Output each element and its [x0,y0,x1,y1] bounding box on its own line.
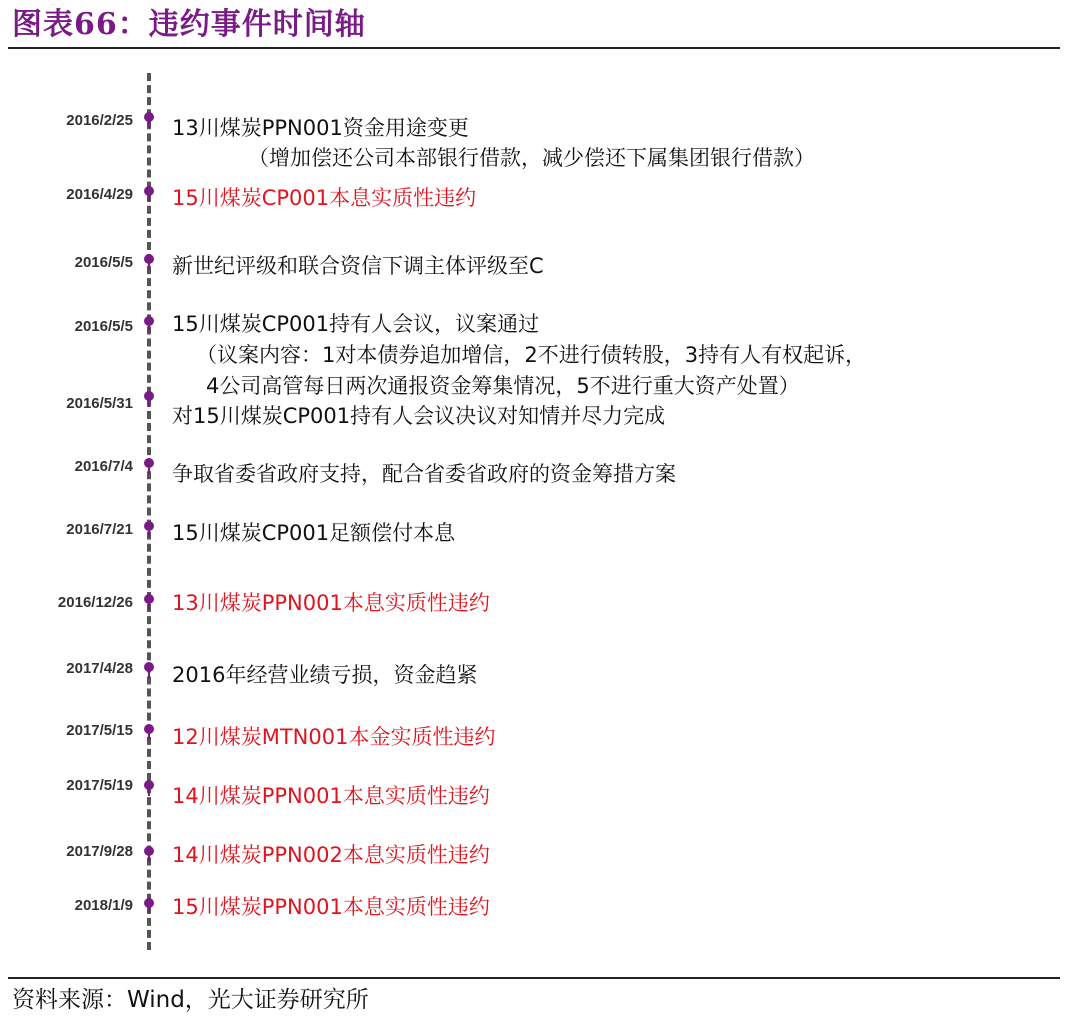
event-date: 2018/1/9 [74,897,133,914]
event-text-detail: 4公司高管每日两次通报资金筹集情况，5不进行重大资产处置） [206,374,800,398]
event-text: 15川煤炭CP001持有人会议，议案通过 [172,312,540,336]
event-date: 2017/9/28 [66,843,133,860]
event-date: 2016/4/29 [66,186,133,203]
timeline-pin-icon [143,391,155,407]
timeline-pin-icon [143,898,155,914]
timeline-pin-icon [143,780,155,796]
event-text: 对15川煤炭CP001持有人会议决议对知情并尽力完成 [172,404,666,428]
event-date: 2017/5/15 [66,722,133,739]
event-date: 2016/5/5 [74,254,133,271]
event-text: 2016年经营业绩亏损，资金趋紧 [172,663,478,687]
event-text-detail: （增加偿还公司本部银行借款，减少偿还下属集团银行借款） [248,146,815,170]
event-text-default: 14川煤炭PPN001本息实质性违约 [172,784,490,808]
timeline-pin-icon [143,662,155,678]
event-text-detail: （议案内容：1对本债券追加增信，2不进行债转股，3持有人有权起诉， [196,343,867,367]
timeline-pin-icon [143,112,155,128]
event-text-default: 15川煤炭PPN001本息实质性违约 [172,895,490,919]
event-date: 2016/7/4 [74,458,133,475]
event-date: 2016/7/21 [66,521,133,538]
event-date: 2016/5/5 [74,318,133,335]
timeline-pin-icon [143,521,155,537]
figure-title: 图表66：违约事件时间轴 [12,7,366,42]
timeline-axis [147,73,151,950]
timeline-pin-icon [143,846,155,862]
event-text-default: 14川煤炭PPN002本息实质性违约 [172,843,490,867]
event-text-default: 12川煤炭MTN001本金实质性违约 [172,725,496,749]
event-date: 2017/4/28 [66,660,133,677]
top-rule [8,47,1060,49]
event-text-default: 13川煤炭PPN001本息实质性违约 [172,591,490,615]
timeline-pin-icon [143,594,155,610]
timeline-pin-icon [143,316,155,332]
event-text: 新世纪评级和联合资信下调主体评级至C [172,254,544,278]
event-date: 2016/2/25 [66,112,133,129]
event-text: 争取省委省政府支持，配合省委省政府的资金筹措方案 [172,462,676,486]
event-date: 2016/5/31 [66,395,133,412]
source-note: 资料来源：Wind，光大证券研究所 [12,987,369,1013]
bottom-rule [8,977,1060,979]
event-text: 13川煤炭PPN001资金用途变更 [172,116,469,140]
timeline-pin-icon [143,186,155,202]
timeline-pin-icon [143,724,155,740]
timeline-pin-icon [143,458,155,474]
event-date: 2017/5/19 [66,777,133,794]
timeline-pin-icon [143,254,155,270]
event-date: 2016/12/26 [57,594,133,611]
event-text-default: 15川煤炭CP001本息实质性违约 [172,186,477,210]
event-text: 15川煤炭CP001足额偿付本息 [172,521,456,545]
